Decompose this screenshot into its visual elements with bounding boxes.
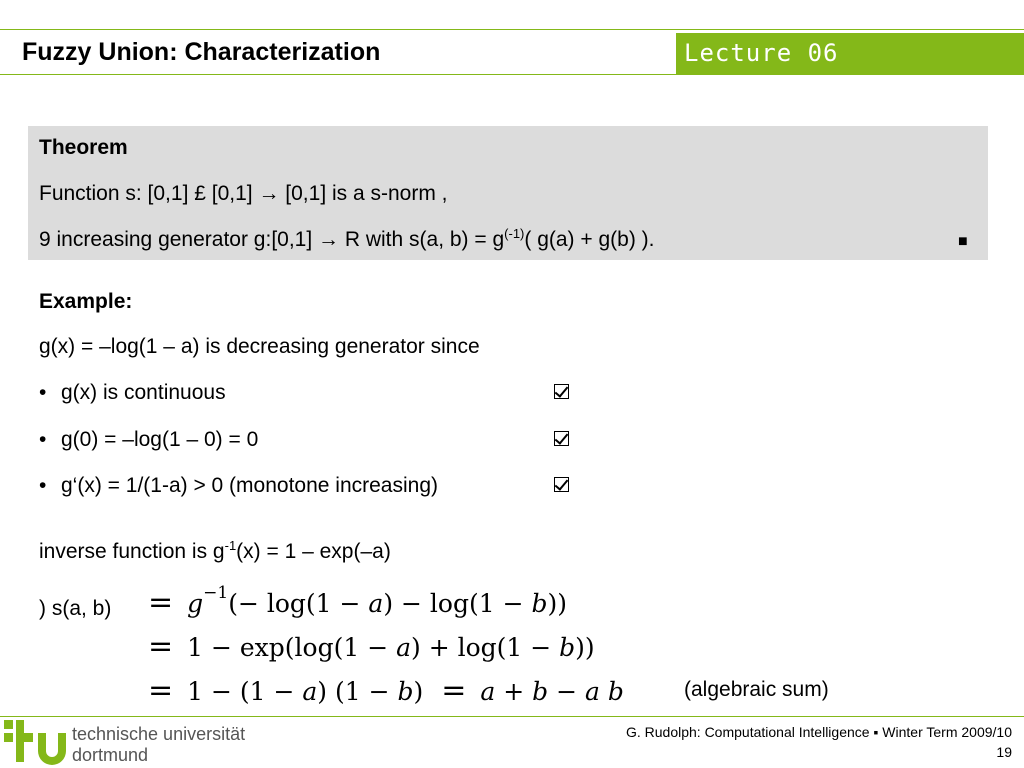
qed-symbol: ■ — [958, 233, 968, 250]
checkbox-checked-icon — [554, 431, 569, 446]
lecture-badge — [676, 33, 1024, 74]
theorem-line-2-prefix: 9 increasing generator g:[0,1] → R with s(a, b) = g — [39, 228, 505, 251]
example-heading: Example: — [39, 290, 133, 313]
theorem-box — [28, 126, 988, 260]
lecture-label: Lecture 06 — [684, 39, 839, 67]
university-name-line-1: technische universität — [72, 724, 246, 744]
university-name — [72, 724, 245, 766]
checkbox-checked-icon — [554, 477, 569, 492]
implies-label: ) s(a, b) — [39, 597, 112, 620]
footer-rule — [0, 716, 1024, 717]
page-number: 19 — [996, 744, 1012, 760]
header-bottom-rule — [0, 74, 1024, 75]
theorem-line-2 — [39, 228, 655, 252]
header-top-rule — [0, 29, 1024, 30]
theorem-line-2-sup: (-1) — [504, 226, 525, 241]
equation-line-2: = 1 − exp(log(1 − a) + log(1 − b)) — [148, 629, 595, 664]
inverse-suffix: (x) = 1 – exp(–a) — [236, 540, 391, 563]
footer-credit-block — [626, 722, 1012, 762]
theorem-line-2-suffix: ( g(a) + g(b) ). — [524, 228, 655, 251]
bullet-dot: • — [39, 381, 47, 404]
inverse-prefix: inverse function is g — [39, 540, 225, 563]
algebraic-sum-label: (algebraic sum) — [684, 678, 829, 701]
equation-line-1: = $g^{-1}(- \log(1 - a) - \log(1 - b))$ — [148, 583, 568, 620]
bullet-item-2: g(0) = –log(1 – 0) = 0 — [61, 428, 259, 451]
theorem-line-1: Function s: [0,1] £ [0,1] → [0,1] is a s-norm , — [39, 182, 448, 205]
theorem-heading: Theorem — [39, 136, 128, 159]
inverse-sup: -1 — [224, 538, 237, 553]
bullet-dot: • — [39, 474, 47, 497]
university-name-line-2: dortmund — [72, 745, 149, 765]
footer-credit: G. Rudolph: Computational Intelligence ▪ Winter Term 2009/10 — [625, 724, 1012, 740]
inverse-function-line — [39, 540, 391, 564]
bullet-dot: • — [39, 428, 47, 451]
example-intro: g(x) = –log(1 – a) is decreasing generator since — [39, 335, 480, 358]
bullet-item-1: g(x) is continuous — [61, 381, 226, 404]
checkbox-checked-icon — [554, 384, 569, 399]
bullet-item-3: g‘(x) = 1/(1-a) > 0 (monotone increasing) — [61, 474, 439, 497]
equation-line-3: = 1 − (1 − a) (1 − b) = a + b − a b — [148, 673, 624, 708]
tu-logo-icon — [4, 720, 66, 766]
slide-title: Fuzzy Union: Characterization — [22, 38, 381, 66]
